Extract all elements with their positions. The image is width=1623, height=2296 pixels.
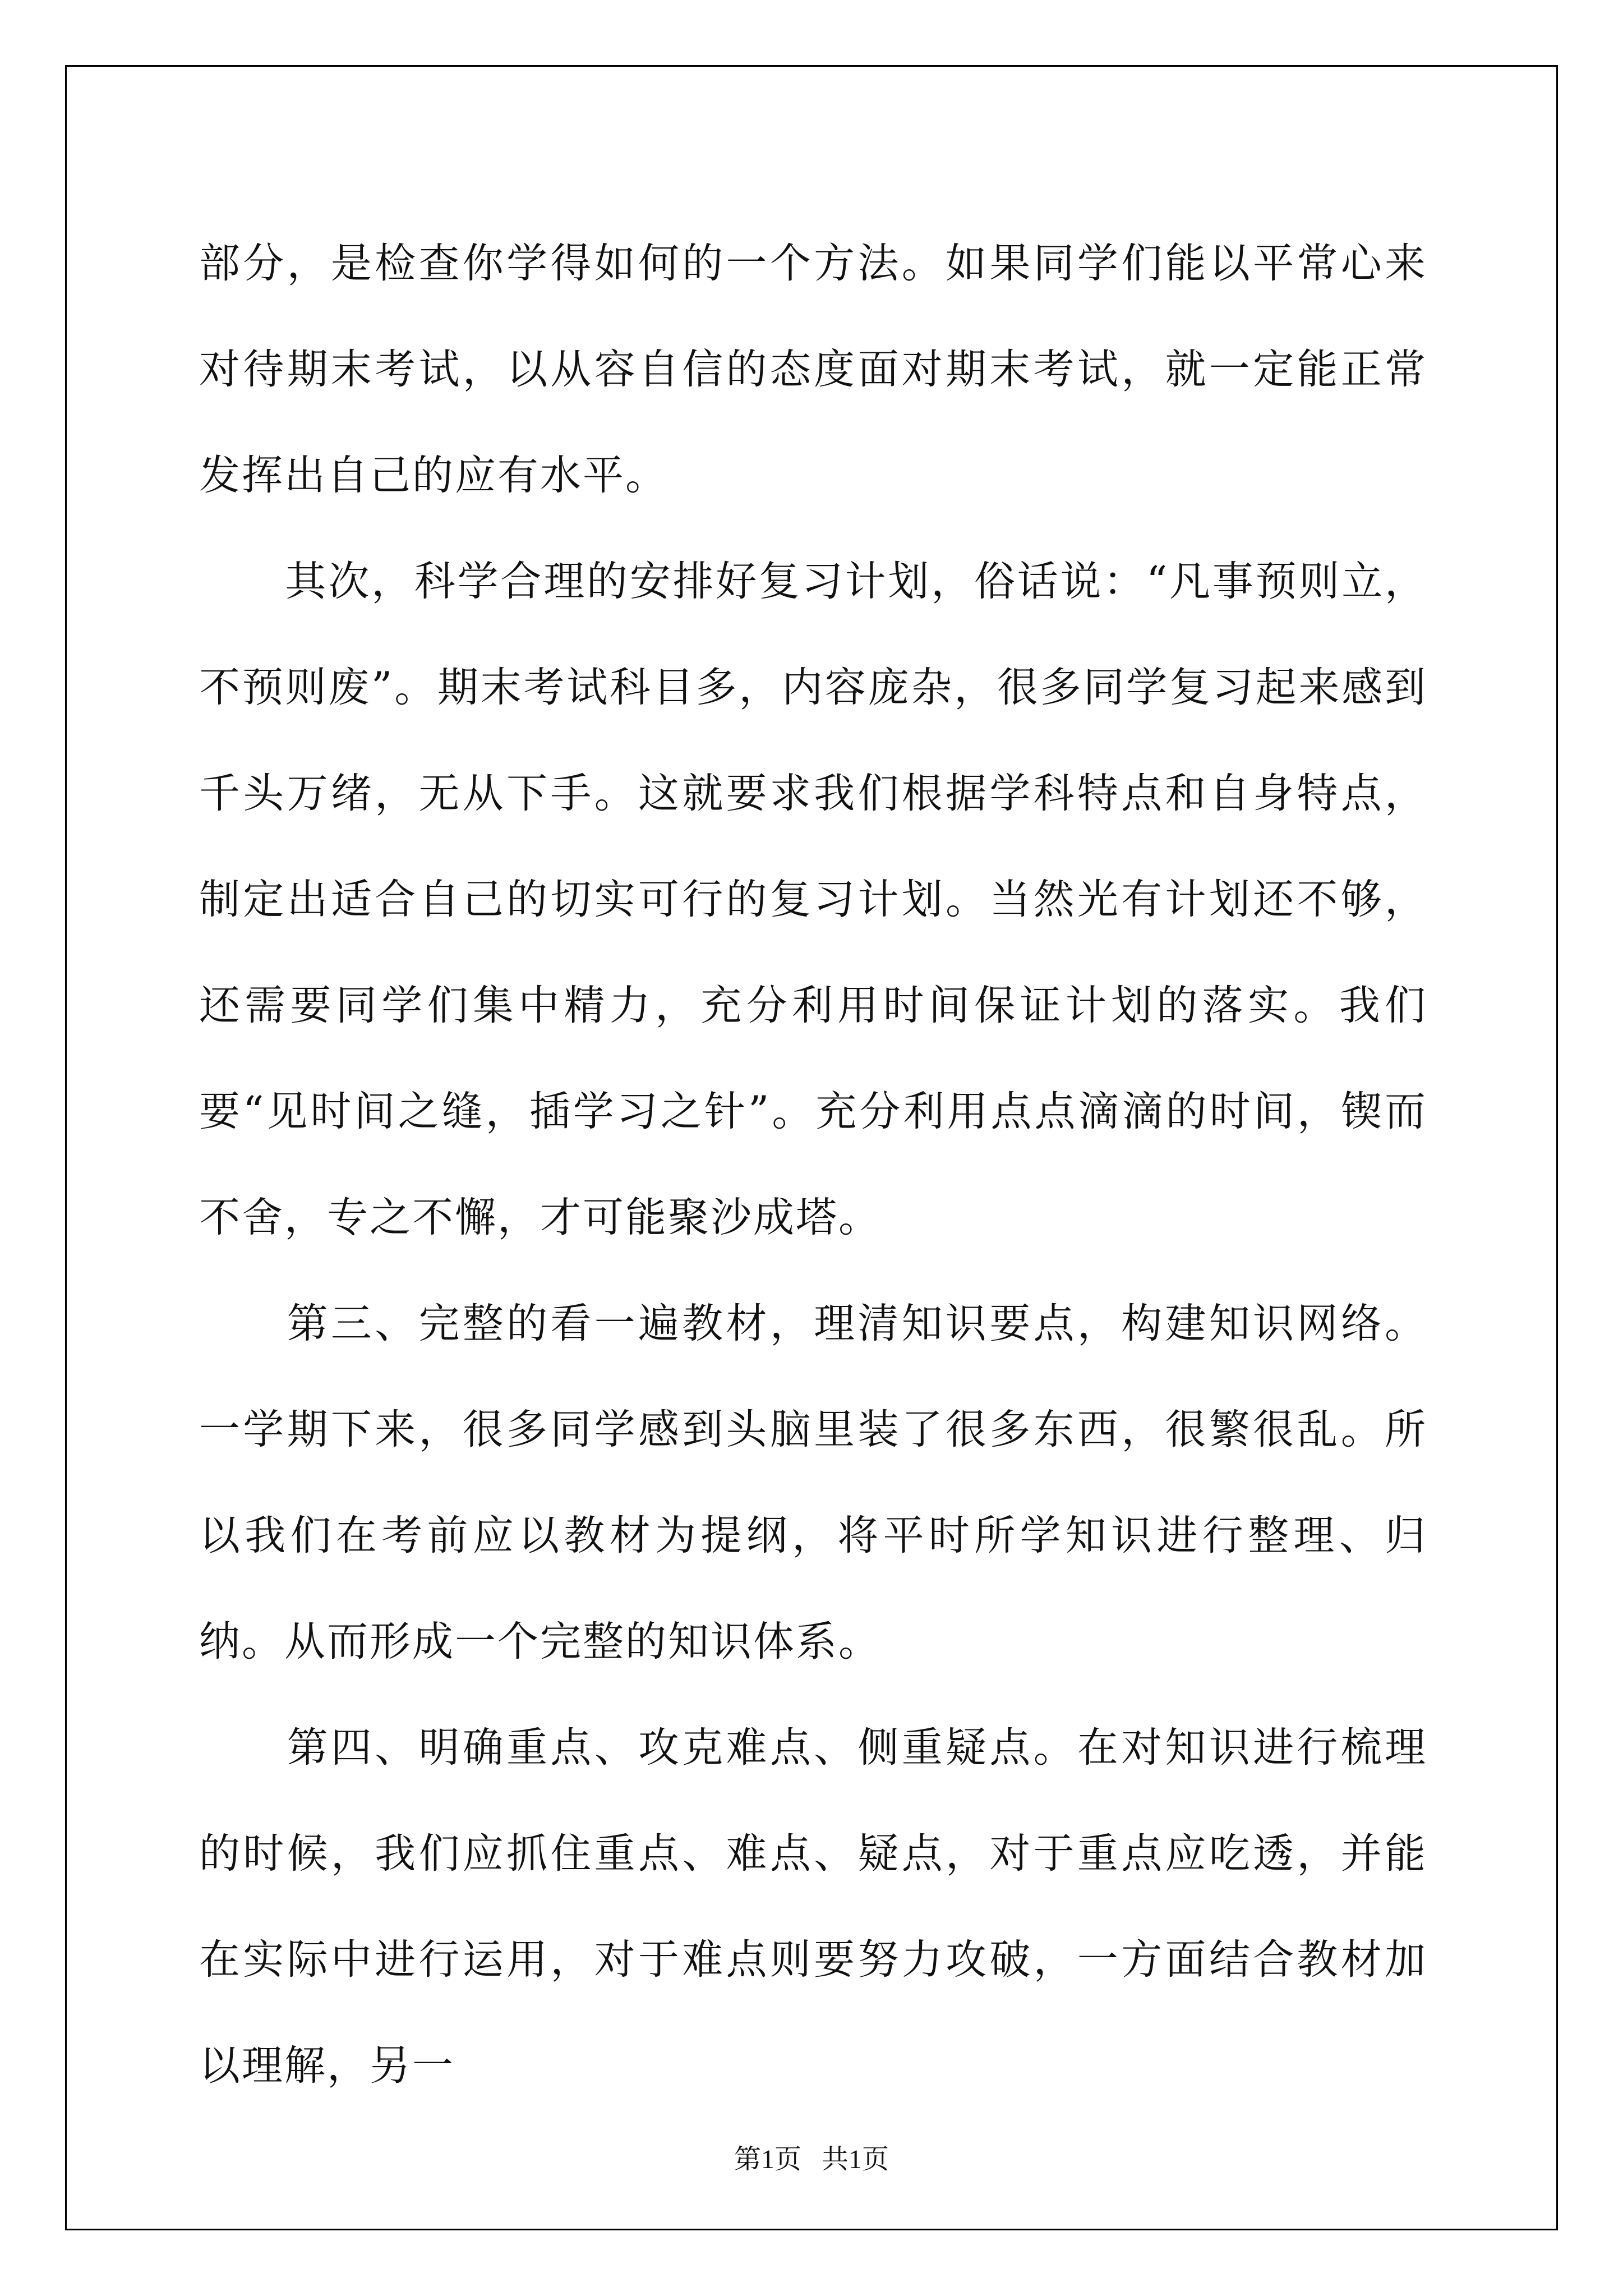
paragraph-2: 其次，科学合理的安排好复习计划，俗话说：“凡事预则立，不预则废”。期末考试科目多，内容庞杂，很多同学复习起来感到千头万绪，无从下手。这就要求我们根据学科特点和自身特点，制定出适合自己的切实可行的复习计划。当然光有计划还不够，还需要同学们集中精力，充分利用时间保证计划的落实。我们要“见时间之缝，插学习之针”。充分利用点点滴滴的时间，锲而不舍，专之不懈，才可能聚沙成塔。 [199, 558, 1427, 1241]
paragraph-4: 第四、明确重点、攻克难点、侧重疑点。在对知识进行梳理的时候，我们应抓住重点、难点、疑点，对于重点应吃透，并能在实际中进行运用，对于难点则要努力攻破，一方面结合教材加以理解，另一 [199, 1724, 1427, 2090]
document-body [199, 210, 1427, 2119]
page-total: 共1页 [822, 2145, 889, 2174]
paragraph-3: 第三、完整的看一遍教材，理清知识要点，构建知识网络。一学期下来，很多同学感到头脑里装了很多东西，很繁很乱。所以我们在考前应以教材为提纲，将平时所学知识进行整理、归纳。从而形成一个完整的知识体系。 [199, 1300, 1427, 1665]
paragraph-1: 部分，是检查你学得如何的一个方法。如果同学们能以平常心来对待期末考试，以从容自信的态度面对期末考试，就一定能正常发挥出自己的应有水平。 [199, 240, 1427, 499]
page-footer [0, 2137, 1623, 2176]
page-number: 第1页 [734, 2145, 801, 2174]
